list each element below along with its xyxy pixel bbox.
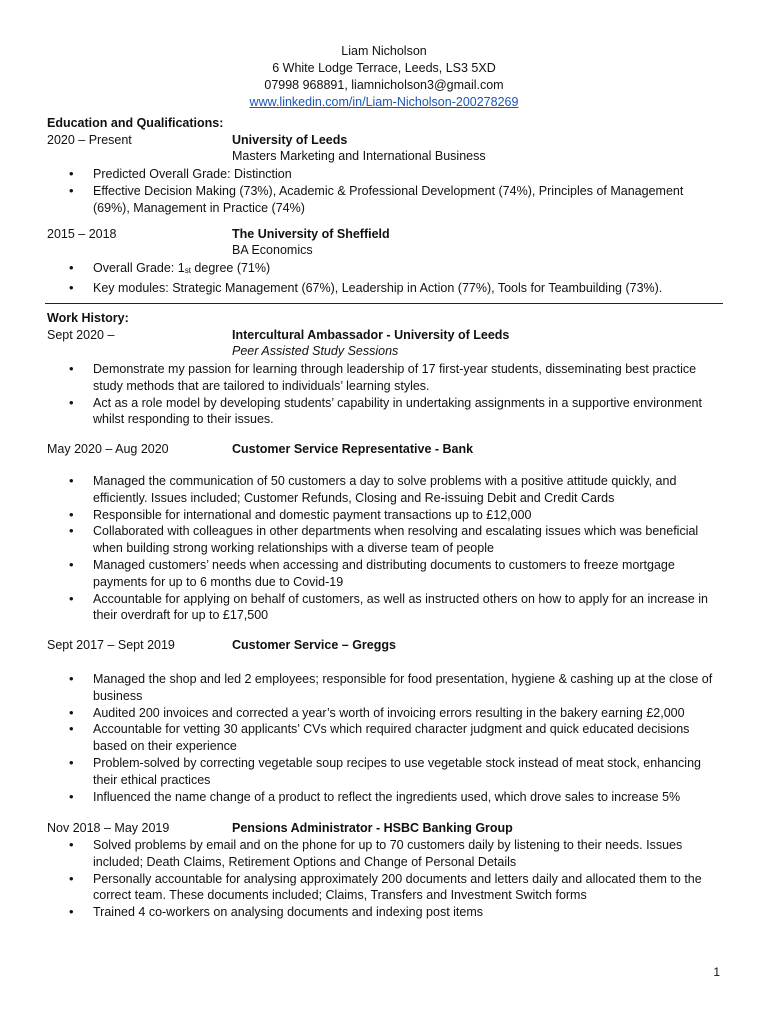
section-divider [45,303,723,304]
list-item: • Managed the shop and led 2 employees; responsible for food presentation, hygiene & cashing up at the close of business [0,671,768,705]
job-3-title: Customer Service – Greggs [232,638,396,652]
edu-2-date: 2015 – 2018 [47,227,117,241]
list-item: • Accountable for applying on behalf of customers, as well as instructed others on how to apply for an increase in their overdraft for up to £17,500 [0,591,768,625]
list-item: • Personally accountable for analysing approximately 200 documents and letters daily and allocated them to the correct team. These documents included; Claims, Transfers and Investment Switch forms [0,871,768,905]
cv-header [0,43,768,111]
list-item: • Accountable for vetting 30 applicants’ CVs which required character judgment and quick educated decisions based on their experience [0,721,768,755]
list-item: • Demonstrate my passion for learning through leadership of 17 first-year students, disseminating best practice study methods that are tailored to individuals’ learning styles. [0,361,768,395]
list-item: • Trained 4 co-workers on analysing documents and indexing post items [0,904,768,921]
job-4-bullets [0,837,768,921]
list-item: • Collaborated with colleagues in other departments when resolving and escalating issues which was beneficial when building strong working relationships with a diverse team of people [0,523,768,557]
work-title: Work History: [47,311,129,325]
list-item: • Managed the communication of 50 customers a day to solve problems with a positive attitude quickly, and efficiently. Issues included; Customer Refunds, Closing and Re-issuing Debit and Credit Cards [0,473,768,507]
list-item: • Solved problems by email and on the phone for up to 70 customers daily by listening to their needs. Issues included; Death Claims, Retirement Options and Change of Personal Details [0,837,768,871]
edu-2-degree: BA Economics [232,243,313,257]
job-3-date: Sept 2017 – Sept 2019 [47,638,175,652]
list-item: • Influenced the name change of a product to reflect the ingredients used, which drove sales to increase 5% [0,789,768,806]
edu-2-org: The University of Sheffield [232,227,390,241]
edu-1-bullets [0,166,768,216]
edu-1-org: University of Leeds [232,133,348,147]
job-2-bullets [0,473,768,624]
candidate-address: 6 White Lodge Terrace, Leeds, LS3 5XD [272,61,496,75]
list-item: • Problem-solved by correcting vegetable soup recipes to use vegetable stock instead of meat stock, enhancing their ethical practices [0,755,768,789]
job-1-subtitle: Peer Assisted Study Sessions [232,344,399,358]
edu-1-degree: Masters Marketing and International Business [232,149,486,163]
list-item: • Overall Grade: 1st degree (71%) [0,260,768,280]
list-item: • Managed customers’ needs when accessing and distributing documents to customers to freeze mortgage payments for up to 6 months due to Covid-19 [0,557,768,591]
list-item: • Responsible for international and domestic payment transactions up to £12,000 [0,507,768,524]
list-item: • Act as a role model by developing students’ capability in undertaking assignments in a supportive environment whilst responding to their issues. [0,395,768,429]
linkedin-link[interactable]: www.linkedin.com/in/Liam-Nicholson-200278269 [249,95,519,109]
candidate-name: Liam Nicholson [341,44,427,58]
job-1-bullets [0,361,768,428]
page-number: 1 [713,965,720,979]
job-4-date: Nov 2018 – May 2019 [47,821,170,835]
edu-1-date: 2020 – Present [47,133,132,147]
education-title: Education and Qualifications: [47,116,224,130]
job-2-date: May 2020 – Aug 2020 [47,442,169,456]
edu-2-bullets [0,260,768,297]
list-item: • Audited 200 invoices and corrected a year’s worth of invoicing errors resulting in the bakery earning £2,000 [0,705,768,722]
list-item: • Key modules: Strategic Management (67%), Leadership in Action (77%), Tools for Teambuilding (73%). [0,280,768,297]
job-3-bullets [0,671,768,805]
candidate-contact: 07998 968891, liamnicholson3@gmail.com [264,78,504,92]
job-1-title: Intercultural Ambassador - University of Leeds [232,328,510,342]
job-1-date: Sept 2020 – [47,328,115,342]
job-2-title: Customer Service Representative - Bank [232,442,474,456]
list-item: • Effective Decision Making (73%), Academic & Professional Development (74%), Principles of Management (69%), Management in Practice (74%) [0,183,768,217]
job-4-title: Pensions Administrator - HSBC Banking Group [232,821,513,835]
list-item: • Predicted Overall Grade: Distinction [0,166,768,183]
